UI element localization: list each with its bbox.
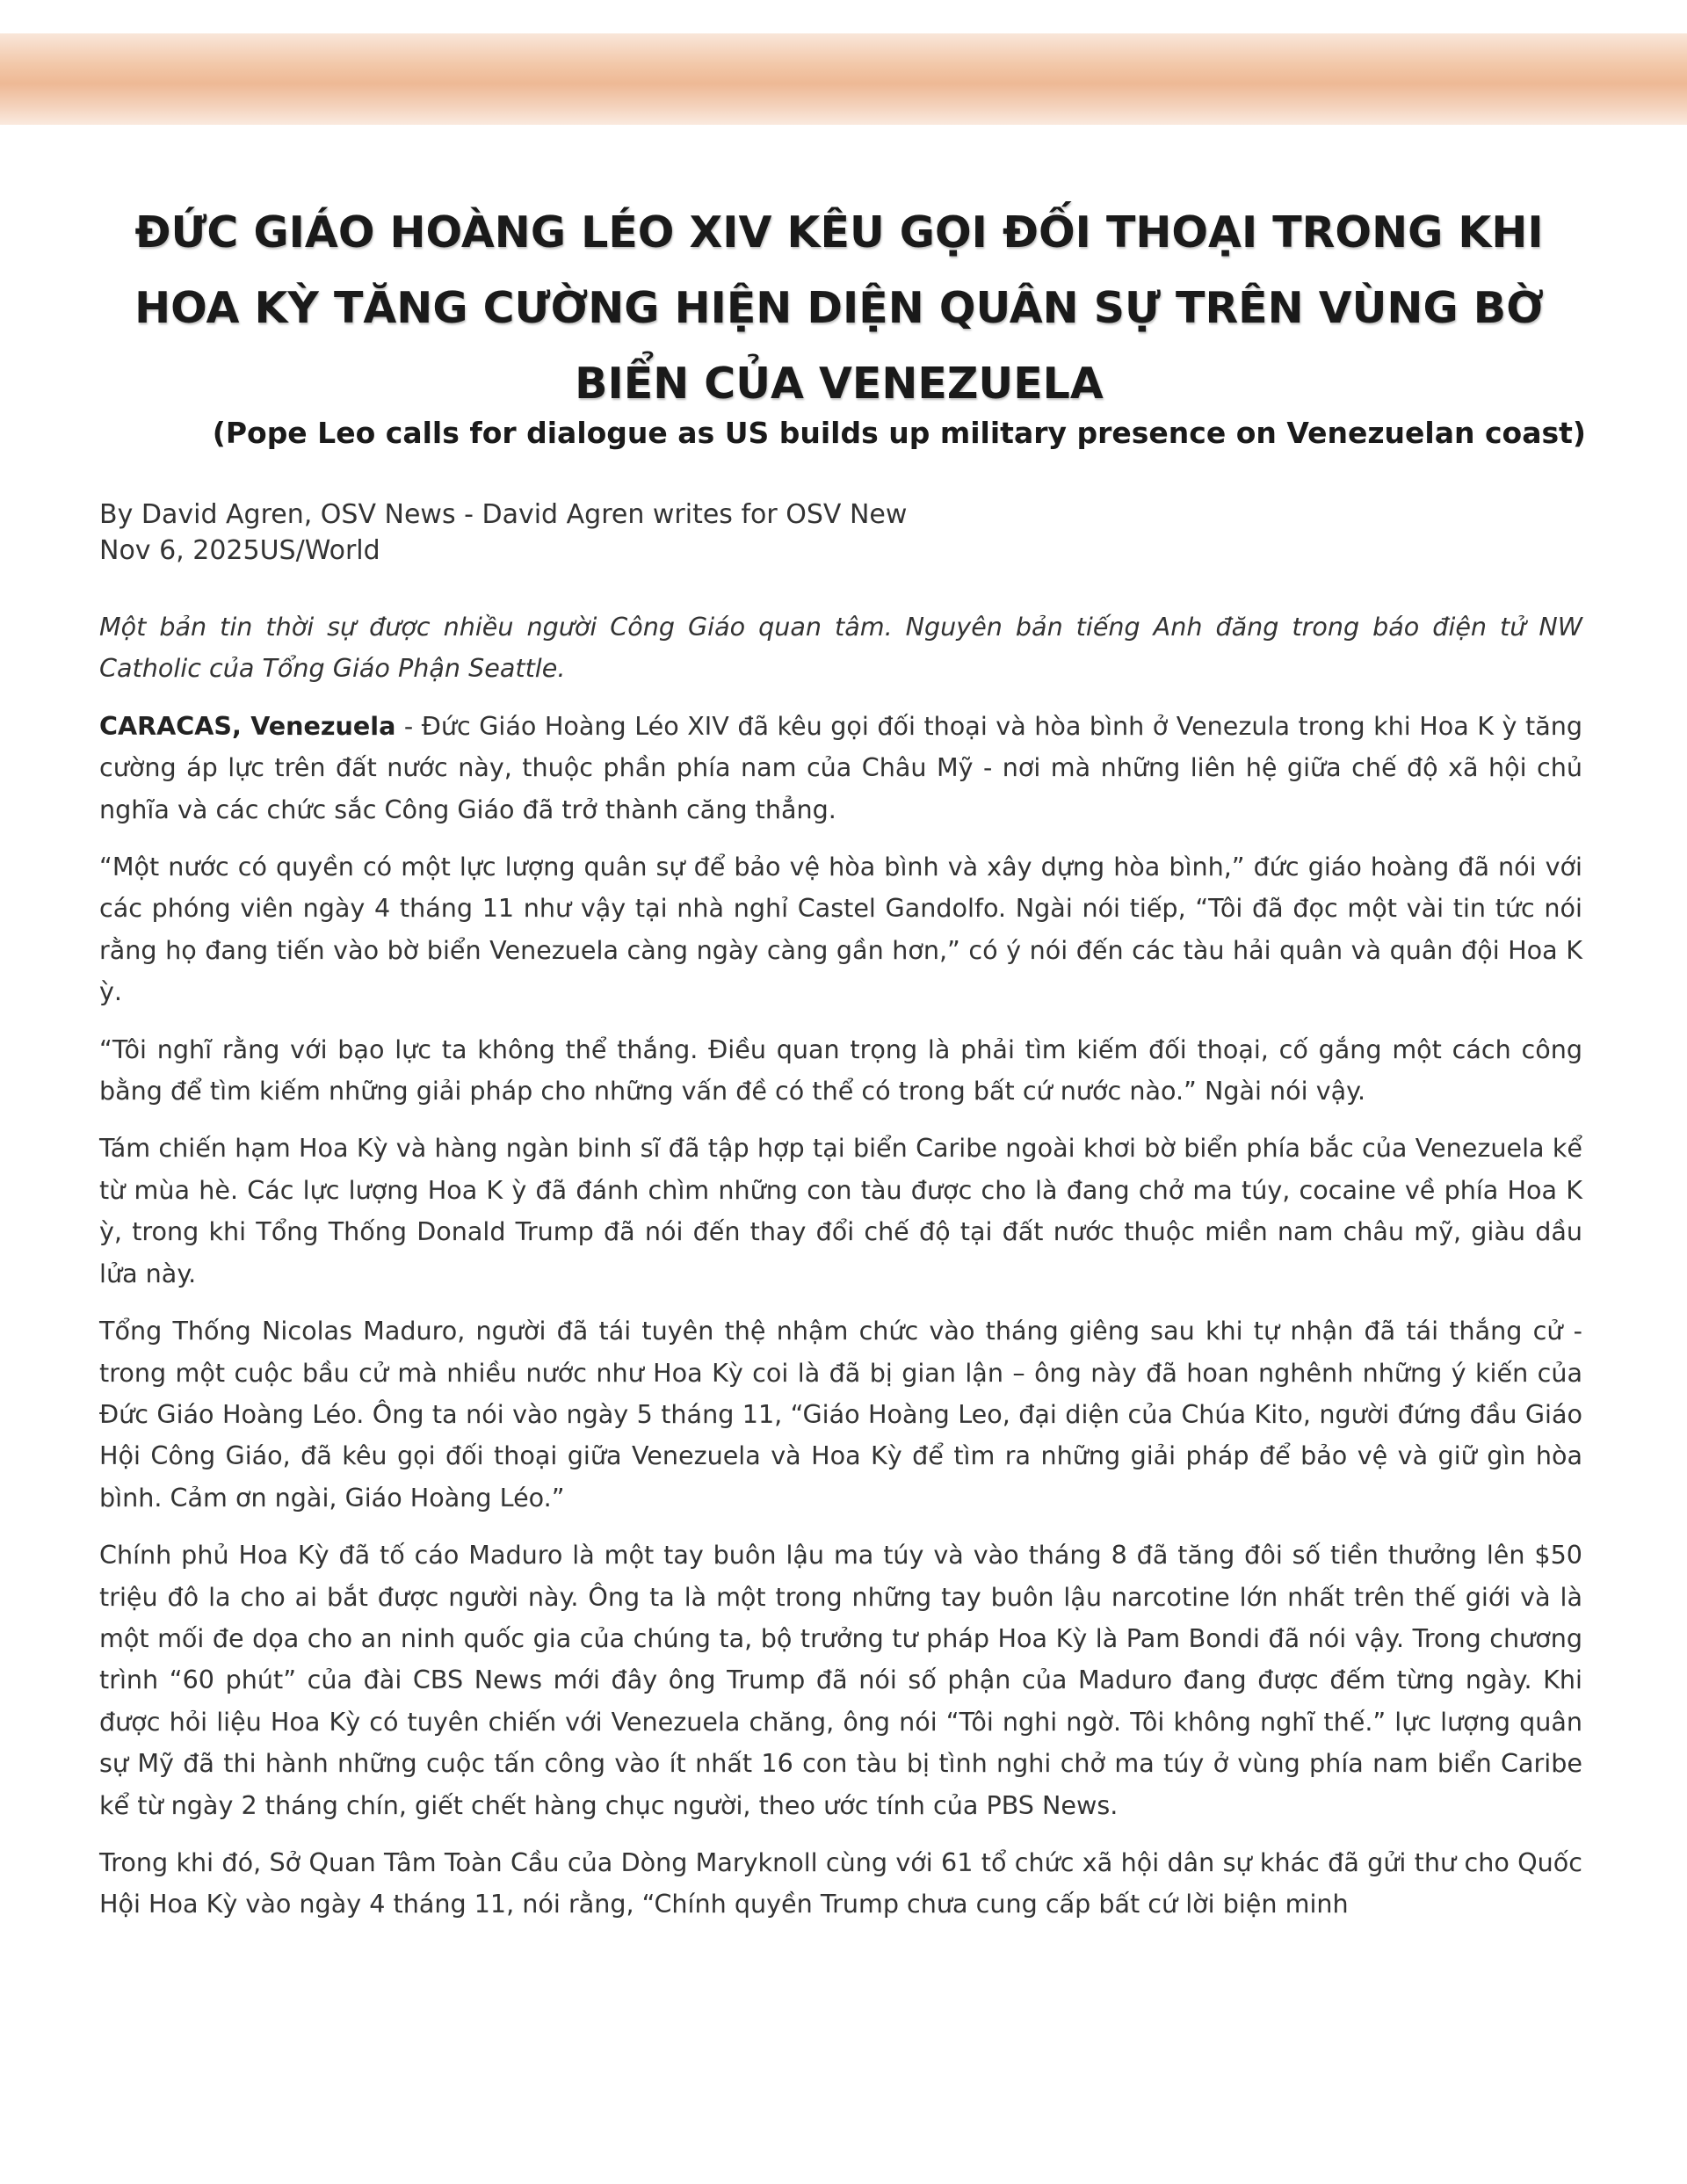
- paragraph: “Tôi nghĩ rằng với bạo lực ta không thể thắng. Điều quan trọng là phải tìm kiếm đối thoại, cố gắng một cách công bằng để tìm kiếm những giải pháp cho những vấn đề có thể có trong bất cứ nước nào.” Ngài nói vậy.: [99, 1034, 1582, 1107]
- decorative-header-band: [0, 33, 1687, 125]
- article-title: [92, 195, 1586, 422]
- paragraph: Tám chiến hạm Hoa Kỳ và hàng ngàn binh sĩ đã tập hợp tại biển Caribe ngoài khơi bờ biển phía bắc của Venezuela kể từ mùa hè. Các lực lượng Hoa K ỳ đã đánh chìm những con tàu được cho là đang chở ma túy, cocaine về phía Hoa K ỳ, trong khi Tổng Thống Donald Trump đã nói đến thay đổi chế độ tại đất nước thuộc miền nam châu mỹ, giàu dầu lửa này.: [99, 1133, 1582, 1288]
- byline: [99, 497, 1593, 569]
- paragraph-text: - Đức Giáo Hoàng Léo XIV đã kêu gọi đối thoại và hòa bình ở Venezula trong khi Hoa K ỳ tăng cường áp lực trên đất nước này, thuộc phần phía nam của Châu Mỹ - nơi mà những liên hệ giữa chế độ xã hội chủ nghĩa và các chức sắc Công Giáo đã trở thành căng thẳng.: [99, 710, 1582, 824]
- date-section-line: Nov 6, 2025US/World: [99, 535, 380, 566]
- author-line: By David Agren, OSV News - David Agren writes for OSV New: [99, 499, 908, 530]
- paragraph: Trong khi đó, Sở Quan Tâm Toàn Cầu của Dòng Maryknoll cùng với 61 tổ chức xã hội dân sự khác đã gửi thư cho Quốc Hội Hoa Kỳ vào ngày 4 tháng 11, nói rằng, “Chính quyền Trump chưa cung cấp bất cứ lời biện minh: [99, 1847, 1582, 1919]
- title-line: BIỂN CỦA VENEZUELA: [575, 359, 1104, 409]
- dateline: CARACAS, Venezuela: [99, 710, 396, 741]
- paragraph: “Một nước có quyền có một lực lượng quân sự để bảo vệ hòa bình và xây dựng hòa bình,” đức giáo hoàng đã nói với các phóng viên ngày 4 tháng 11 như vậy tại nhà nghỉ Castel Gandolfo. Ngài nói tiếp, “Tôi đã đọc một vài tin tức nói rằng họ đang tiến vào bờ biển Venezuela càng ngày càng gần hơn,” có ý nói đến các tàu hải quân và quân đội Hoa K ỳ.: [99, 852, 1582, 1007]
- article-subtitle: (Pope Leo calls for dialogue as US builds up military presence on Venezuelan coast): [212, 416, 1586, 450]
- paragraph: Tổng Thống Nicolas Maduro, người đã tái tuyên thệ nhậm chức vào tháng giêng sau khi tự nhận đã tái thắng cử - trong một cuộc bầu cử mà nhiều nước như Hoa Kỳ coi là đã bị gian lận – ông này đã hoan nghênh những ý kiến của Đức Giáo Hoàng Léo. Ông ta nói vào ngày 5 tháng 11, “Giáo Hoàng Leo, đại diện của Chúa Kito, người đứng đầu Giáo Hội Công Giáo, đã kêu gọi đối thoại giữa Venezuela và Hoa Kỳ để tìm ra những giải pháp để bảo vệ và giữ gìn hòa bình. Cảm ơn ngài, Giáo Hoàng Léo.”: [99, 1316, 1582, 1513]
- paragraph: Chính phủ Hoa Kỳ đã tố cáo Maduro là một tay buôn lậu ma túy và vào tháng 8 đã tăng đôi số tiền thưởng lên $50 triệu đô la cho ai bắt được người này. Ông ta là một trong những tay buôn lậu narcotine lớn nhất trên thế giới và là một mối đe dọa cho an ninh quốc gia của chúng ta, bộ trưởng tư pháp Hoa Kỳ là Pam Bondi đã nói vậy. Trong chương trình “60 phút” của đài CBS News mới đây ông Trump đã nói số phận của Maduro đang được đếm từng ngày. Khi được hỏi liệu Hoa Kỳ có tuyên chiến với Venezuela chăng, ông nói “Tôi nghi ngờ. Tôi không nghĩ thế.” lực lượng quân sự Mỹ đã thi hành những cuộc tấn công vào ít nhất 16 con tàu bị tình nghi chở ma túy ở vùng phía nam biển Caribe kể từ ngày 2 tháng chín, giết chết hàng chục người, theo ước tính của PBS News.: [99, 1540, 1582, 1820]
- intro-paragraph: Một bản tin thời sự được nhiều người Công Giáo quan tâm. Nguyên bản tiếng Anh đăng trong báo điện tử NW Catholic của Tổng Giáo Phận Seattle.: [99, 612, 1582, 684]
- article-body: [99, 606, 1582, 1941]
- title-line: HOA KỲ TĂNG CƯỜNG HIỆN DIỆN QUÂN SỰ TRÊN VÙNG BỜ: [134, 283, 1544, 333]
- paragraph: [99, 706, 1582, 831]
- title-line: ĐỨC GIÁO HOÀNG LÉO XIV KÊU GỌI ĐỐI THOẠI TRONG KHI: [134, 207, 1544, 258]
